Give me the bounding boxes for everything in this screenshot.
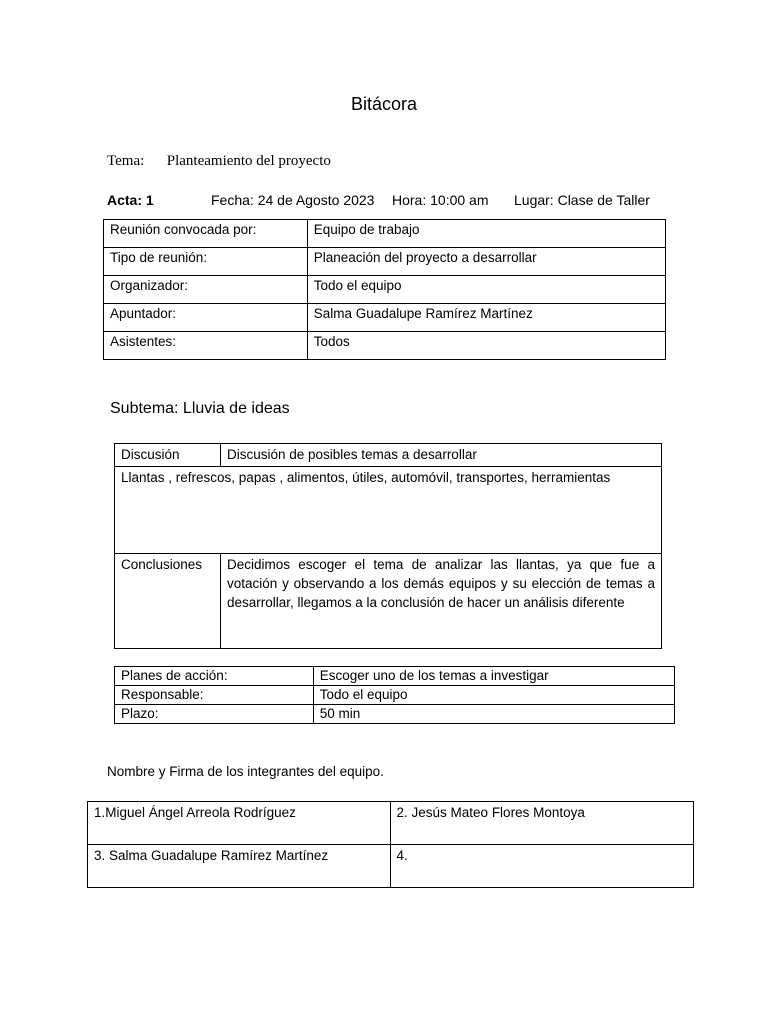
discussion-label: Discusión xyxy=(115,444,221,467)
info-value: Salma Guadalupe Ramírez Martínez xyxy=(307,304,665,332)
action-value: 50 min xyxy=(313,705,674,724)
meeting-date: Fecha: 24 de Agosto 2023 xyxy=(211,192,375,208)
table-row xyxy=(104,332,666,360)
table-row xyxy=(104,304,666,332)
info-value: Todos xyxy=(307,332,665,360)
action-value: Escoger uno de los temas a investigar xyxy=(313,667,674,686)
info-label: Apuntador: xyxy=(104,304,308,332)
table-row xyxy=(115,686,675,705)
table-row xyxy=(115,554,662,649)
info-label: Asistentes: xyxy=(104,332,308,360)
signature-cell: 1.Miguel Ángel Arreola Rodríguez xyxy=(88,802,391,845)
table-row xyxy=(115,667,675,686)
table-row xyxy=(104,220,666,248)
tema-value: Planteamiento del proyecto xyxy=(166,153,331,169)
discussion-topic: Discusión de posibles temas a desarrollar xyxy=(220,444,661,467)
table-row xyxy=(104,248,666,276)
table-row xyxy=(104,276,666,304)
conclusions-label: Conclusiones xyxy=(115,554,221,649)
ideas-cell: Llantas , refrescos, papas , alimentos, útiles, automóvil, transportes, herramientas xyxy=(115,467,662,554)
meeting-time: Hora: 10:00 am xyxy=(392,192,489,208)
table-row xyxy=(88,802,694,845)
tema-line xyxy=(107,153,331,170)
signature-cell: 3. Salma Guadalupe Ramírez Martínez xyxy=(88,845,391,888)
signatures-heading: Nombre y Firma de los integrantes del equipo. xyxy=(107,764,384,779)
table-row xyxy=(115,444,662,467)
info-value: Equipo de trabajo xyxy=(307,220,665,248)
discussion-table xyxy=(114,443,662,649)
action-label: Plazo: xyxy=(115,705,314,724)
table-row xyxy=(115,467,662,554)
action-value: Todo el equipo xyxy=(313,686,674,705)
signatures-table xyxy=(87,801,694,888)
meeting-place: Lugar: Clase de Taller xyxy=(514,192,650,208)
conclusions-text: Decidimos escoger el tema de analizar las llantas, ya que fue a votación y observando a los demás equipos y su elección de temas a desarrollar, llegamos a la conclusión de hacer un análisis diferente xyxy=(220,554,661,649)
subtema-heading: Subtema: Lluvia de ideas xyxy=(110,400,290,417)
signature-cell: 2. Jesús Mateo Flores Montoya xyxy=(390,802,693,845)
table-row xyxy=(88,845,694,888)
info-label: Tipo de reunión: xyxy=(104,248,308,276)
document-title: Bitácora xyxy=(350,94,418,114)
tema-label: Tema: xyxy=(107,153,145,169)
info-value: Planeación del proyecto a desarrollar xyxy=(307,248,665,276)
meeting-info-table xyxy=(103,219,666,360)
action-plan-table xyxy=(114,666,675,724)
action-label: Responsable: xyxy=(115,686,314,705)
signature-cell: 4. xyxy=(390,845,693,888)
table-row xyxy=(115,705,675,724)
acta-number: Acta: 1 xyxy=(107,192,154,208)
info-label: Reunión convocada por: xyxy=(104,220,308,248)
info-value: Todo el equipo xyxy=(307,276,665,304)
action-label: Planes de acción: xyxy=(115,667,314,686)
info-label: Organizador: xyxy=(104,276,308,304)
